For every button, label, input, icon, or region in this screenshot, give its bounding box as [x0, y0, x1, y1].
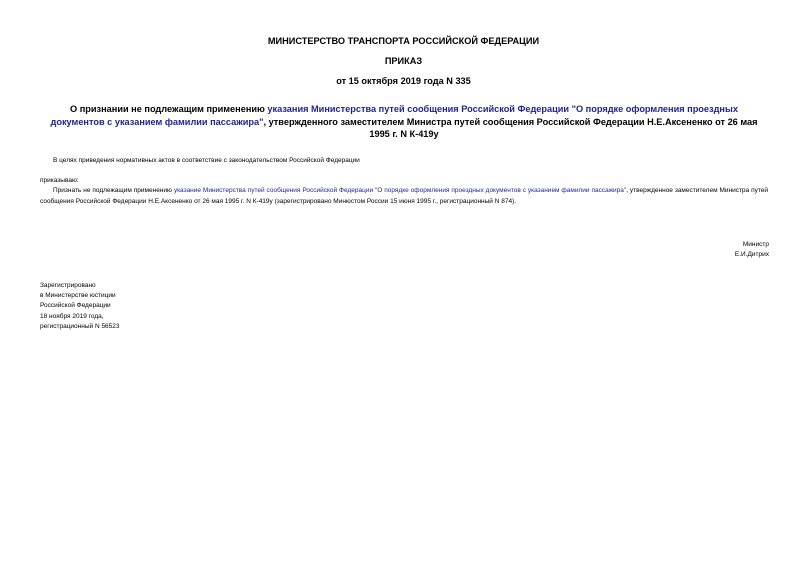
title-suffix: , утвержденного заместителем Министра путей сообщения Российской Федерации Н.Е.Аксененко от 26 мая 1995 г. N К-419у — [263, 116, 758, 139]
registration-line-4: 18 ноября 2019 года, — [40, 312, 104, 320]
doc-type-heading: ПРИКАЗ — [384, 56, 423, 66]
signature-position: Министр — [742, 241, 769, 248]
title-link[interactable]: указания Министерства путей сообщения Российской Федерации "О порядке оформления проездных документов с указанием фамилии пассажира" — [50, 104, 738, 127]
order-paragraph — [40, 186, 768, 207]
preamble: В целях приведения нормативных актов в соответствие с законодательством Российской Федерации — [53, 157, 360, 164]
registration-line-2: в Министерстве юстиции — [40, 292, 116, 300]
document-title — [48, 103, 760, 141]
order-word: приказываю: — [40, 177, 79, 184]
registration-line-3: Российской Федерации — [40, 302, 111, 310]
signature-name: Е.И.Дитрих — [734, 251, 769, 258]
date-number: от 15 октября 2019 года N 335 — [336, 76, 471, 86]
paragraph-link[interactable]: указание Министерства путей сообщения Российской Федерации "О порядке оформления проездных документов с указанием фамилии пассажира" — [173, 187, 627, 194]
signature-block — [735, 240, 769, 260]
title-prefix: О признании не подлежащим применению — [70, 104, 268, 114]
paragraph-suffix: , утвержденное заместителем Министра путей сообщения Российской Федерации Н.Е.Аксененко от 26 мая 1995 г. N К-419у (зарегистрировано Минюстом России 15 июня 1995 г., регистрационный N 874). — [40, 187, 768, 205]
registration-block — [40, 281, 120, 332]
registration-line-1: Зарегистрировано — [40, 282, 96, 289]
paragraph-prefix: Признать не подлежащим применению — [53, 187, 174, 194]
registration-line-5: регистрационный N 56523 — [40, 322, 120, 330]
ministry-heading: МИНИСТЕРСТВО ТРАНСПОРТА РОССИЙСКОЙ ФЕДЕРАЦИИ — [267, 36, 540, 46]
